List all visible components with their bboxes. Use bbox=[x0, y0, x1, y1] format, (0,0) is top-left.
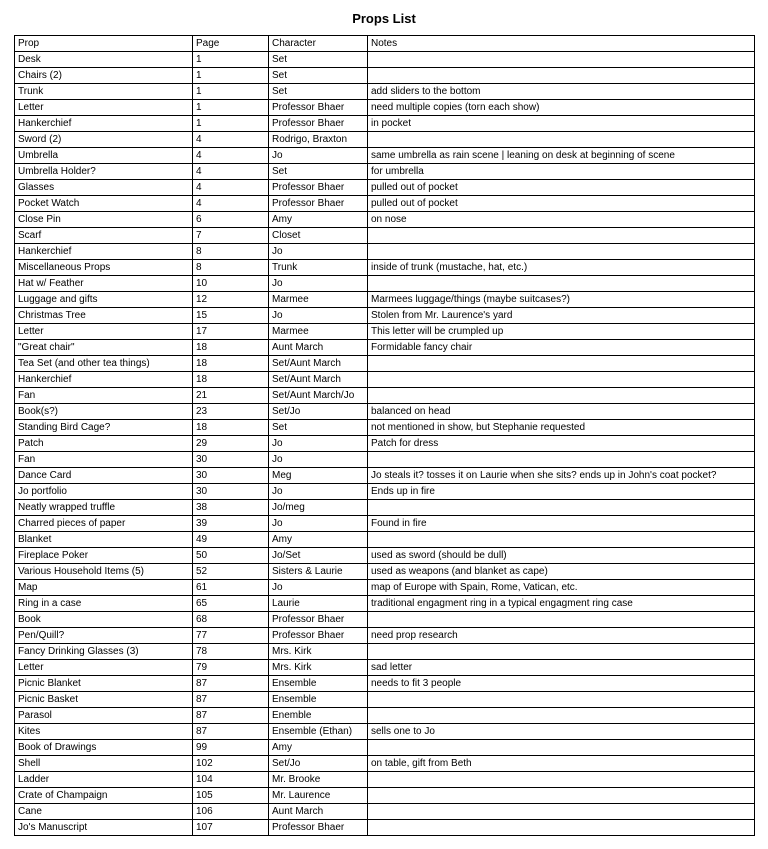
table-row bbox=[15, 500, 755, 516]
cell-prop: Miscellaneous Props bbox=[15, 260, 193, 276]
cell-notes: Jo steals it? tosses it on Laurie when she sits? ends up in John's coat pocket? bbox=[368, 468, 755, 484]
cell-character: Aunt March bbox=[269, 804, 368, 820]
header-cell-character: Character bbox=[269, 36, 368, 52]
table-row bbox=[15, 196, 755, 212]
cell-prop: Letter bbox=[15, 660, 193, 676]
cell-notes: balanced on head bbox=[368, 404, 755, 420]
table-row bbox=[15, 388, 755, 404]
cell-notes: sells one to Jo bbox=[368, 724, 755, 740]
cell-character: Jo bbox=[269, 452, 368, 468]
cell-page: 38 bbox=[193, 500, 269, 516]
cell-page: 104 bbox=[193, 772, 269, 788]
cell-character: Marmee bbox=[269, 292, 368, 308]
cell-character: Jo/Set bbox=[269, 548, 368, 564]
cell-character: Jo bbox=[269, 436, 368, 452]
table-row bbox=[15, 276, 755, 292]
cell-notes bbox=[368, 612, 755, 628]
cell-page: 1 bbox=[193, 100, 269, 116]
cell-prop: Map bbox=[15, 580, 193, 596]
cell-page: 4 bbox=[193, 180, 269, 196]
cell-prop: Sword (2) bbox=[15, 132, 193, 148]
cell-page: 87 bbox=[193, 692, 269, 708]
cell-page: 18 bbox=[193, 420, 269, 436]
cell-notes bbox=[368, 452, 755, 468]
cell-character: Jo bbox=[269, 308, 368, 324]
cell-page: 30 bbox=[193, 484, 269, 500]
header-row bbox=[15, 36, 755, 52]
cell-prop: Tea Set (and other tea things) bbox=[15, 356, 193, 372]
cell-character: Closet bbox=[269, 228, 368, 244]
cell-prop: Fan bbox=[15, 388, 193, 404]
cell-character: Professor Bhaer bbox=[269, 196, 368, 212]
table-row bbox=[15, 324, 755, 340]
cell-character: Mrs. Kirk bbox=[269, 644, 368, 660]
table-row bbox=[15, 724, 755, 740]
table-row bbox=[15, 692, 755, 708]
cell-character: Professor Bhaer bbox=[269, 180, 368, 196]
table-row bbox=[15, 612, 755, 628]
cell-prop: Umbrella bbox=[15, 148, 193, 164]
cell-character: Set bbox=[269, 68, 368, 84]
cell-character: Ensemble bbox=[269, 692, 368, 708]
table-row bbox=[15, 228, 755, 244]
cell-page: 68 bbox=[193, 612, 269, 628]
cell-prop: Fan bbox=[15, 452, 193, 468]
cell-character: Amy bbox=[269, 212, 368, 228]
table-row bbox=[15, 132, 755, 148]
cell-page: 61 bbox=[193, 580, 269, 596]
cell-page: 10 bbox=[193, 276, 269, 292]
cell-notes: on nose bbox=[368, 212, 755, 228]
cell-character: Jo bbox=[269, 516, 368, 532]
cell-notes: used as weapons (and blanket as cape) bbox=[368, 564, 755, 580]
cell-page: 65 bbox=[193, 596, 269, 612]
cell-prop: Shell bbox=[15, 756, 193, 772]
table-row bbox=[15, 772, 755, 788]
table-row bbox=[15, 484, 755, 500]
cell-notes: traditional engagment ring in a typical engagment ring case bbox=[368, 596, 755, 612]
cell-notes bbox=[368, 772, 755, 788]
cell-character: Marmee bbox=[269, 324, 368, 340]
cell-notes bbox=[368, 132, 755, 148]
table-row bbox=[15, 708, 755, 724]
cell-prop: Picnic Basket bbox=[15, 692, 193, 708]
cell-prop: Glasses bbox=[15, 180, 193, 196]
cell-character: Set/Aunt March/Jo bbox=[269, 388, 368, 404]
cell-page: 18 bbox=[193, 356, 269, 372]
table-row bbox=[15, 660, 755, 676]
table-row bbox=[15, 52, 755, 68]
cell-prop: Close Pin bbox=[15, 212, 193, 228]
cell-page: 23 bbox=[193, 404, 269, 420]
cell-prop: Picnic Blanket bbox=[15, 676, 193, 692]
cell-page: 49 bbox=[193, 532, 269, 548]
cell-page: 1 bbox=[193, 68, 269, 84]
cell-page: 8 bbox=[193, 244, 269, 260]
cell-notes: for umbrella bbox=[368, 164, 755, 180]
cell-notes bbox=[368, 740, 755, 756]
cell-notes bbox=[368, 532, 755, 548]
cell-notes: Marmees luggage/things (maybe suitcases?) bbox=[368, 292, 755, 308]
cell-prop: Desk bbox=[15, 52, 193, 68]
cell-character: Jo/meg bbox=[269, 500, 368, 516]
cell-character: Enemble bbox=[269, 708, 368, 724]
cell-prop: Ladder bbox=[15, 772, 193, 788]
table-row bbox=[15, 644, 755, 660]
cell-prop: Trunk bbox=[15, 84, 193, 100]
cell-notes: used as sword (should be dull) bbox=[368, 548, 755, 564]
table-row bbox=[15, 628, 755, 644]
cell-prop: Crate of Champaign bbox=[15, 788, 193, 804]
cell-page: 1 bbox=[193, 52, 269, 68]
cell-notes: inside of trunk (mustache, hat, etc.) bbox=[368, 260, 755, 276]
cell-character: Rodrigo, Braxton bbox=[269, 132, 368, 148]
table-row bbox=[15, 68, 755, 84]
cell-prop: Book of Drawings bbox=[15, 740, 193, 756]
cell-prop: Jo portfolio bbox=[15, 484, 193, 500]
table-row bbox=[15, 148, 755, 164]
cell-page: 50 bbox=[193, 548, 269, 564]
table-row bbox=[15, 436, 755, 452]
cell-notes: This letter will be crumpled up bbox=[368, 324, 755, 340]
cell-character: Mr. Brooke bbox=[269, 772, 368, 788]
cell-prop: Pen/Quill? bbox=[15, 628, 193, 644]
cell-character: Jo bbox=[269, 276, 368, 292]
cell-character: Jo bbox=[269, 148, 368, 164]
cell-character: Set bbox=[269, 420, 368, 436]
table-row bbox=[15, 84, 755, 100]
cell-prop: Umbrella Holder? bbox=[15, 164, 193, 180]
cell-character: Ensemble bbox=[269, 676, 368, 692]
cell-page: 87 bbox=[193, 724, 269, 740]
cell-notes bbox=[368, 244, 755, 260]
table-row bbox=[15, 676, 755, 692]
cell-page: 30 bbox=[193, 452, 269, 468]
cell-page: 39 bbox=[193, 516, 269, 532]
table-row bbox=[15, 372, 755, 388]
cell-notes: Ends up in fire bbox=[368, 484, 755, 500]
cell-prop: Ring in a case bbox=[15, 596, 193, 612]
cell-notes bbox=[368, 692, 755, 708]
table-row bbox=[15, 804, 755, 820]
cell-notes bbox=[368, 228, 755, 244]
header-cell-page: Page bbox=[193, 36, 269, 52]
cell-character: Aunt March bbox=[269, 340, 368, 356]
cell-character: Set bbox=[269, 84, 368, 100]
cell-prop: Letter bbox=[15, 324, 193, 340]
header-cell-prop: Prop bbox=[15, 36, 193, 52]
cell-page: 52 bbox=[193, 564, 269, 580]
cell-prop: Fireplace Poker bbox=[15, 548, 193, 564]
cell-character: Trunk bbox=[269, 260, 368, 276]
cell-page: 106 bbox=[193, 804, 269, 820]
cell-notes: need prop research bbox=[368, 628, 755, 644]
cell-page: 99 bbox=[193, 740, 269, 756]
cell-prop: Cane bbox=[15, 804, 193, 820]
table-row bbox=[15, 532, 755, 548]
table-row bbox=[15, 244, 755, 260]
table-row bbox=[15, 516, 755, 532]
cell-page: 4 bbox=[193, 132, 269, 148]
cell-notes: needs to fit 3 people bbox=[368, 676, 755, 692]
cell-page: 1 bbox=[193, 84, 269, 100]
table-row bbox=[15, 116, 755, 132]
cell-prop: Blanket bbox=[15, 532, 193, 548]
cell-prop: Luggage and gifts bbox=[15, 292, 193, 308]
table-row bbox=[15, 260, 755, 276]
props-table bbox=[14, 35, 755, 836]
cell-prop: Hankerchief bbox=[15, 372, 193, 388]
cell-notes: not mentioned in show, but Stephanie requested bbox=[368, 420, 755, 436]
cell-prop: Patch bbox=[15, 436, 193, 452]
cell-notes bbox=[368, 388, 755, 404]
cell-notes: pulled out of pocket bbox=[368, 196, 755, 212]
cell-notes: in pocket bbox=[368, 116, 755, 132]
cell-character: Sisters & Laurie bbox=[269, 564, 368, 580]
cell-prop: Dance Card bbox=[15, 468, 193, 484]
cell-page: 77 bbox=[193, 628, 269, 644]
cell-notes bbox=[368, 372, 755, 388]
cell-prop: Hankerchief bbox=[15, 244, 193, 260]
cell-notes: on table, gift from Beth bbox=[368, 756, 755, 772]
table-row bbox=[15, 452, 755, 468]
cell-notes bbox=[368, 644, 755, 660]
cell-prop: "Great chair" bbox=[15, 340, 193, 356]
cell-character: Set bbox=[269, 164, 368, 180]
cell-character: Set/Aunt March bbox=[269, 372, 368, 388]
cell-character: Amy bbox=[269, 740, 368, 756]
cell-character: Professor Bhaer bbox=[269, 116, 368, 132]
cell-prop: Scarf bbox=[15, 228, 193, 244]
cell-character: Set bbox=[269, 52, 368, 68]
table-row bbox=[15, 100, 755, 116]
cell-prop: Hat w/ Feather bbox=[15, 276, 193, 292]
cell-character: Jo bbox=[269, 244, 368, 260]
cell-page: 87 bbox=[193, 676, 269, 692]
table-row bbox=[15, 548, 755, 564]
cell-character: Ensemble (Ethan) bbox=[269, 724, 368, 740]
props-table-body bbox=[15, 36, 755, 836]
cell-notes: same umbrella as rain scene | leaning on desk at beginning of scene bbox=[368, 148, 755, 164]
cell-prop: Fancy Drinking Glasses (3) bbox=[15, 644, 193, 660]
cell-notes: Found in fire bbox=[368, 516, 755, 532]
cell-page: 18 bbox=[193, 372, 269, 388]
cell-notes: Formidable fancy chair bbox=[368, 340, 755, 356]
table-row bbox=[15, 404, 755, 420]
cell-character: Set/Aunt March bbox=[269, 356, 368, 372]
table-row bbox=[15, 468, 755, 484]
cell-prop: Jo's Manuscript bbox=[15, 820, 193, 836]
cell-character: Mrs. Kirk bbox=[269, 660, 368, 676]
cell-notes bbox=[368, 788, 755, 804]
cell-prop: Charred pieces of paper bbox=[15, 516, 193, 532]
cell-notes: Patch for dress bbox=[368, 436, 755, 452]
cell-page: 107 bbox=[193, 820, 269, 836]
cell-prop: Pocket Watch bbox=[15, 196, 193, 212]
cell-character: Jo bbox=[269, 484, 368, 500]
table-row bbox=[15, 820, 755, 836]
cell-notes bbox=[368, 276, 755, 292]
cell-character: Amy bbox=[269, 532, 368, 548]
cell-page: 7 bbox=[193, 228, 269, 244]
cell-notes bbox=[368, 356, 755, 372]
table-row bbox=[15, 356, 755, 372]
cell-page: 87 bbox=[193, 708, 269, 724]
cell-page: 4 bbox=[193, 196, 269, 212]
table-row bbox=[15, 164, 755, 180]
cell-page: 78 bbox=[193, 644, 269, 660]
cell-prop: Chairs (2) bbox=[15, 68, 193, 84]
cell-prop: Kites bbox=[15, 724, 193, 740]
cell-prop: Hankerchief bbox=[15, 116, 193, 132]
page-title: Props List bbox=[352, 11, 416, 26]
table-row bbox=[15, 788, 755, 804]
table-row bbox=[15, 292, 755, 308]
cell-notes: map of Europe with Spain, Rome, Vatican, etc. bbox=[368, 580, 755, 596]
cell-notes: add sliders to the bottom bbox=[368, 84, 755, 100]
cell-character: Set/Jo bbox=[269, 404, 368, 420]
cell-prop: Standing Bird Cage? bbox=[15, 420, 193, 436]
cell-prop: Parasol bbox=[15, 708, 193, 724]
cell-notes bbox=[368, 820, 755, 836]
cell-notes bbox=[368, 708, 755, 724]
cell-character: Professor Bhaer bbox=[269, 628, 368, 644]
cell-character: Professor Bhaer bbox=[269, 820, 368, 836]
cell-page: 102 bbox=[193, 756, 269, 772]
table-row bbox=[15, 308, 755, 324]
table-row bbox=[15, 756, 755, 772]
cell-prop: Neatly wrapped truffle bbox=[15, 500, 193, 516]
cell-character: Laurie bbox=[269, 596, 368, 612]
cell-character: Professor Bhaer bbox=[269, 612, 368, 628]
cell-notes bbox=[368, 804, 755, 820]
cell-page: 6 bbox=[193, 212, 269, 228]
table-row bbox=[15, 740, 755, 756]
table-row bbox=[15, 596, 755, 612]
table-row bbox=[15, 420, 755, 436]
cell-page: 17 bbox=[193, 324, 269, 340]
cell-notes bbox=[368, 500, 755, 516]
cell-notes bbox=[368, 52, 755, 68]
header-cell-notes: Notes bbox=[368, 36, 755, 52]
cell-page: 1 bbox=[193, 116, 269, 132]
cell-character: Meg bbox=[269, 468, 368, 484]
cell-character: Mr. Laurence bbox=[269, 788, 368, 804]
cell-character: Jo bbox=[269, 580, 368, 596]
cell-page: 30 bbox=[193, 468, 269, 484]
table-row bbox=[15, 564, 755, 580]
cell-prop: Christmas Tree bbox=[15, 308, 193, 324]
cell-character: Professor Bhaer bbox=[269, 100, 368, 116]
cell-page: 12 bbox=[193, 292, 269, 308]
cell-page: 15 bbox=[193, 308, 269, 324]
cell-page: 105 bbox=[193, 788, 269, 804]
cell-page: 4 bbox=[193, 164, 269, 180]
cell-page: 29 bbox=[193, 436, 269, 452]
cell-page: 21 bbox=[193, 388, 269, 404]
cell-prop: Letter bbox=[15, 100, 193, 116]
cell-character: Set/Jo bbox=[269, 756, 368, 772]
table-row bbox=[15, 580, 755, 596]
cell-prop: Various Household Items (5) bbox=[15, 564, 193, 580]
cell-page: 4 bbox=[193, 148, 269, 164]
cell-prop: Book(s?) bbox=[15, 404, 193, 420]
table-row bbox=[15, 340, 755, 356]
cell-page: 18 bbox=[193, 340, 269, 356]
cell-notes: sad letter bbox=[368, 660, 755, 676]
cell-notes: need multiple copies (torn each show) bbox=[368, 100, 755, 116]
cell-notes bbox=[368, 68, 755, 84]
cell-page: 79 bbox=[193, 660, 269, 676]
cell-notes: Stolen from Mr. Laurence's yard bbox=[368, 308, 755, 324]
table-row bbox=[15, 180, 755, 196]
cell-notes: pulled out of pocket bbox=[368, 180, 755, 196]
table-row bbox=[15, 212, 755, 228]
cell-prop: Book bbox=[15, 612, 193, 628]
cell-page: 8 bbox=[193, 260, 269, 276]
